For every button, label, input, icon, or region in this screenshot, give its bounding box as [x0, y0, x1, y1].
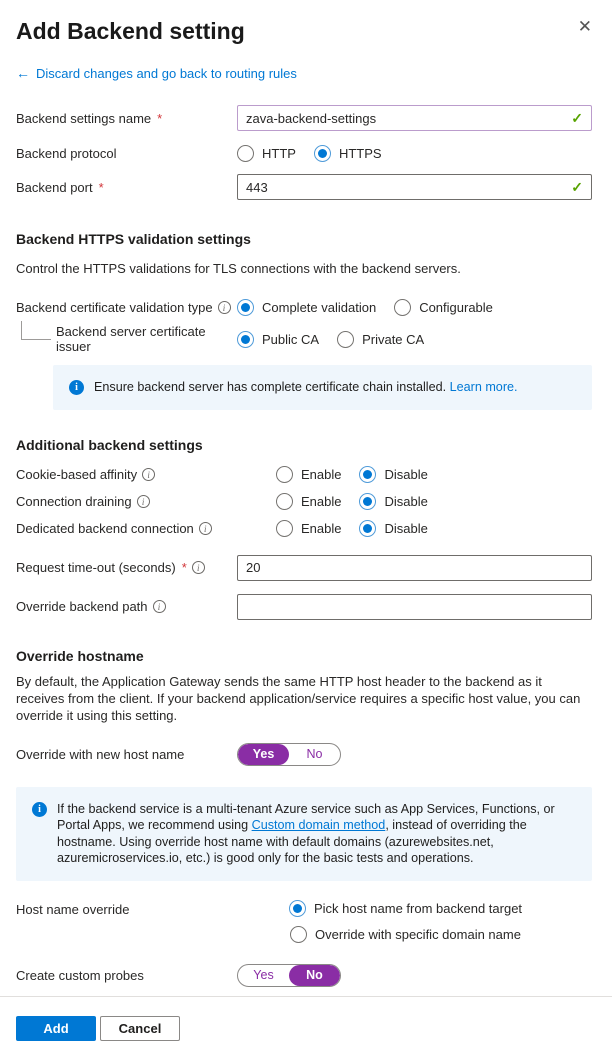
add-button[interactable]: Add: [16, 1016, 96, 1041]
back-link-label: Discard changes and go back to routing rules: [36, 65, 297, 81]
cert-issuer-label: Backend server certificate issuer: [56, 324, 206, 354]
radio-pick-host-name[interactable]: [289, 900, 306, 917]
backend-port-input[interactable]: [237, 174, 592, 200]
required-asterisk: *: [157, 110, 163, 126]
override-new-host-row: [16, 743, 592, 766]
backend-settings-name-label: Backend settings name *: [16, 110, 163, 126]
certificate-chain-info-banner: [53, 365, 592, 410]
request-timeout-row: [16, 555, 592, 581]
radio-private-ca-label[interactable]: Private CA: [362, 331, 425, 347]
footer-bar: [0, 996, 612, 1058]
https-validation-description: Control the HTTPS validations for TLS connections with the backend servers.: [16, 261, 461, 276]
info-icon[interactable]: i: [137, 495, 150, 508]
radio-override-specific-domain-label[interactable]: Override with specific domain name: [315, 926, 521, 942]
info-banner-icon: i: [69, 380, 84, 395]
override-new-host-toggle[interactable]: [237, 743, 341, 766]
radio-draining-enable-label[interactable]: Enable: [301, 494, 342, 509]
info-icon[interactable]: i: [192, 561, 205, 574]
radio-http-label[interactable]: HTTP: [262, 145, 296, 161]
back-arrow-icon: ←: [16, 65, 30, 81]
radio-draining-disable-label[interactable]: Disable: [384, 494, 428, 509]
radio-cookie-enable-label[interactable]: Enable: [301, 467, 342, 482]
override-hostname-heading: Override hostname: [16, 647, 144, 664]
backend-protocol-label: Backend protocol: [16, 145, 117, 161]
multi-tenant-info-banner: [16, 787, 592, 881]
backend-protocol-row: [16, 143, 592, 163]
backend-port-row: [16, 174, 592, 200]
host-name-override-row: [16, 900, 592, 943]
backend-port-label: Backend port *: [16, 179, 104, 195]
toggle-no[interactable]: No: [289, 965, 340, 986]
additional-settings-heading: Additional backend settings: [16, 436, 203, 453]
banner-text-after: , instead of overriding the hostname. Using override host name with default domains (azurewebsites.net, azuremicroservices.io, etc.) is good only for the basic tests and operations.: [57, 818, 527, 865]
radio-cookie-disable-label[interactable]: Disable: [384, 467, 428, 482]
info-icon[interactable]: i: [199, 522, 212, 535]
radio-public-ca[interactable]: [237, 331, 254, 348]
cookie-affinity-label: Cookie-based affinity i: [16, 467, 237, 482]
radio-complete-validation[interactable]: [237, 299, 254, 316]
radio-configurable-label[interactable]: Configurable: [419, 299, 493, 315]
toggle-yes[interactable]: Yes: [253, 968, 274, 982]
override-backend-path-row: [16, 594, 592, 620]
radio-private-ca[interactable]: [337, 331, 354, 348]
toggle-yes[interactable]: Yes: [238, 744, 289, 765]
radio-dedicated-enable-label[interactable]: Enable: [301, 521, 342, 536]
info-icon[interactable]: i: [218, 301, 231, 314]
dedicated-connection-label: Dedicated backend connection i: [16, 521, 237, 536]
radio-pick-host-name-label[interactable]: Pick host name from backend target: [313, 900, 523, 916]
radio-https-label[interactable]: HTTPS: [338, 145, 382, 161]
override-backend-path-label: Override backend path i: [16, 599, 237, 614]
radio-public-ca-label[interactable]: Public CA: [262, 331, 320, 347]
radio-dedicated-disable[interactable]: [359, 520, 376, 537]
info-icon[interactable]: i: [142, 468, 155, 481]
cert-issuer-row: [16, 324, 592, 354]
connection-draining-label: Connection draining i: [16, 494, 237, 509]
valid-check-icon: ✓: [571, 178, 583, 195]
radio-cookie-disable[interactable]: [359, 466, 376, 483]
dedicated-connection-row: [16, 520, 592, 538]
backend-settings-name-row: [16, 105, 592, 131]
radio-http[interactable]: [237, 145, 254, 162]
info-icon[interactable]: i: [153, 600, 166, 613]
learn-more-link[interactable]: Learn more.: [449, 380, 518, 394]
connection-draining-row: [16, 493, 592, 511]
cancel-button[interactable]: Cancel: [100, 1016, 180, 1041]
required-asterisk: *: [98, 179, 104, 195]
required-asterisk: *: [181, 560, 187, 575]
radio-draining-enable[interactable]: [276, 493, 293, 510]
radio-dedicated-enable[interactable]: [276, 520, 293, 537]
custom-domain-method-link[interactable]: Custom domain method: [251, 818, 386, 832]
override-hostname-description: By default, the Application Gateway sends the same HTTP host header to the backend as it receives from the client. If your backend application/service requires a specific host value, you can override it using this setting.: [16, 673, 581, 723]
cert-validation-type-label: Backend certificate validation type i: [16, 300, 237, 315]
radio-override-specific-domain[interactable]: [290, 926, 307, 943]
radio-dedicated-disable-label[interactable]: Disable: [384, 521, 428, 536]
radio-complete-validation-label[interactable]: Complete validation: [262, 299, 377, 315]
create-custom-probes-label: Create custom probes: [16, 967, 144, 983]
host-name-override-label: Host name override: [16, 901, 130, 917]
radio-https[interactable]: [314, 145, 331, 162]
request-timeout-label: Request time-out (seconds) * i: [16, 560, 237, 575]
https-validation-heading: Backend HTTPS validation settings: [16, 231, 251, 247]
page-title: Add Backend setting: [16, 18, 245, 44]
cookie-affinity-row: [16, 466, 592, 484]
banner-text-before: If the backend service is a multi-tenant Azure service such as App Services, Functions, or Portal Apps, we recommend using: [57, 801, 555, 832]
create-custom-probes-toggle[interactable]: [237, 964, 341, 987]
discard-back-link[interactable]: [16, 65, 592, 81]
banner-text: Ensure backend server has complete certificate chain installed.: [94, 380, 447, 394]
info-banner-icon: i: [32, 802, 47, 817]
radio-configurable[interactable]: [394, 299, 411, 316]
toggle-no[interactable]: No: [306, 747, 323, 761]
override-backend-path-input[interactable]: [237, 594, 592, 620]
override-new-host-label: Override with new host name: [16, 746, 185, 762]
backend-settings-name-input[interactable]: [237, 105, 592, 131]
request-timeout-input[interactable]: [237, 555, 592, 581]
radio-draining-disable[interactable]: [359, 493, 376, 510]
tree-connector-line: [21, 321, 51, 340]
close-icon[interactable]: ✕: [577, 17, 592, 36]
valid-check-icon: ✓: [571, 109, 583, 126]
cert-validation-type-row: [16, 298, 592, 316]
create-custom-probes-row: [16, 964, 592, 987]
radio-cookie-enable[interactable]: [276, 466, 293, 483]
